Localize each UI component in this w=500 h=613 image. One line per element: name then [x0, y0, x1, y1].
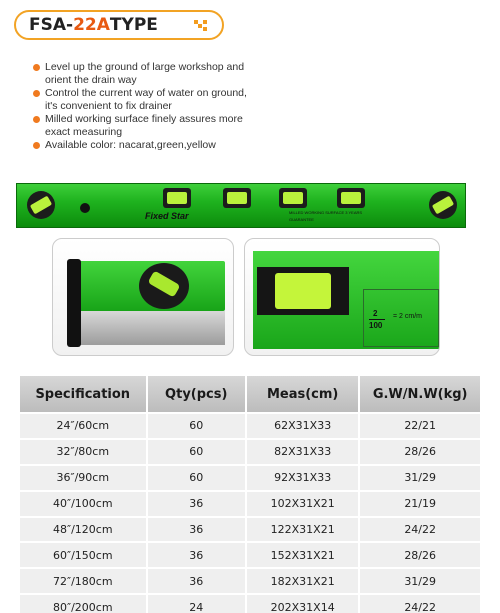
- cell-meas: 62X31X33: [246, 413, 359, 439]
- cell-meas: 202X31X14: [246, 594, 359, 613]
- cell-qty: 24: [147, 594, 246, 613]
- product-title: [14, 10, 224, 40]
- bullet-icon: [33, 116, 40, 123]
- cell-qty: 36: [147, 542, 246, 568]
- header-weight: G.W/N.W(kg): [359, 375, 481, 413]
- cell-weight: 21/19: [359, 491, 481, 517]
- cell-qty: 36: [147, 491, 246, 517]
- cell-weight: 24/22: [359, 517, 481, 543]
- cell-weight: 22/21: [359, 413, 481, 439]
- detail-photo-end: [52, 238, 234, 356]
- table-row: [19, 439, 481, 465]
- cell-weight: 31/29: [359, 465, 481, 491]
- vial-icon: [163, 188, 191, 208]
- feature-item: Milled working surface finely assures more exact measuring: [33, 113, 283, 139]
- table-row: [19, 413, 481, 439]
- cell-spec: 48″/120cm: [19, 517, 147, 543]
- cell-qty: 36: [147, 517, 246, 543]
- cell-spec: 36″/90cm: [19, 465, 147, 491]
- vial-icon: [223, 188, 251, 208]
- slope-numerator: 2: [373, 309, 378, 318]
- bar-print: GUARANTEE: [289, 217, 314, 222]
- cell-weight: 28/26: [359, 542, 481, 568]
- cell-weight: 28/26: [359, 439, 481, 465]
- spirit-level-image: [16, 183, 466, 228]
- cell-weight: 24/22: [359, 594, 481, 613]
- title-prefix: FSA-: [29, 15, 74, 35]
- cell-spec: 72″/180cm: [19, 568, 147, 594]
- vial-icon: [257, 267, 349, 315]
- feature-list: [33, 61, 283, 152]
- spec-table: [18, 374, 482, 613]
- cell-meas: 182X31X21: [246, 568, 359, 594]
- table-row: [19, 594, 481, 613]
- cell-spec: 60″/150cm: [19, 542, 147, 568]
- title-model: 22A: [73, 15, 110, 35]
- round-vial-icon: [429, 191, 457, 219]
- detail-photo-vial: [244, 238, 440, 356]
- header-meas: Meas(cm): [246, 375, 359, 413]
- round-vial-icon: [139, 263, 189, 309]
- table-row: [19, 568, 481, 594]
- cell-spec: 32″/80cm: [19, 439, 147, 465]
- cell-meas: 152X31X21: [246, 542, 359, 568]
- feature-item: Level up the ground of large workshop and orient the drain way: [33, 61, 283, 87]
- cell-weight: 31/29: [359, 568, 481, 594]
- cell-spec: 80″/200cm: [19, 594, 147, 613]
- cell-meas: 102X31X21: [246, 491, 359, 517]
- bullet-icon: [33, 142, 40, 149]
- slope-denominator: 100: [369, 321, 383, 330]
- bar-print: MILLED WORKING SURFACE 3 YEARS: [289, 210, 363, 215]
- feature-item: Control the current way of water on ground, it's convenient to fix drainer: [33, 87, 283, 113]
- feature-item: Available color: nacarat,green,yellow: [33, 139, 283, 152]
- cell-qty: 60: [147, 465, 246, 491]
- vial-icon: [279, 188, 307, 208]
- table-header-row: [19, 375, 481, 413]
- cell-meas: 82X31X33: [246, 439, 359, 465]
- table-row: [19, 491, 481, 517]
- hanging-hole: [80, 203, 90, 213]
- round-vial-icon: [27, 191, 55, 219]
- bullet-icon: [33, 90, 40, 97]
- table-row: [19, 517, 481, 543]
- cell-qty: 60: [147, 439, 246, 465]
- title-suffix: TYPE: [109, 15, 158, 35]
- cell-meas: 92X31X33: [246, 465, 359, 491]
- brand-mark-icon: [194, 20, 208, 31]
- vial-icon: [337, 188, 365, 208]
- cell-qty: 60: [147, 413, 246, 439]
- cell-meas: 122X31X21: [246, 517, 359, 543]
- header-specification: Specification: [19, 375, 147, 413]
- cell-qty: 36: [147, 568, 246, 594]
- table-row: [19, 465, 481, 491]
- slope-text: = 2 cm/m: [393, 313, 422, 320]
- cell-spec: 24″/60cm: [19, 413, 147, 439]
- header-qty: Qty(pcs): [147, 375, 246, 413]
- bullet-icon: [33, 64, 40, 71]
- table-row: [19, 542, 481, 568]
- cell-spec: 40″/100cm: [19, 491, 147, 517]
- brand-label: Fixed Star: [145, 211, 189, 221]
